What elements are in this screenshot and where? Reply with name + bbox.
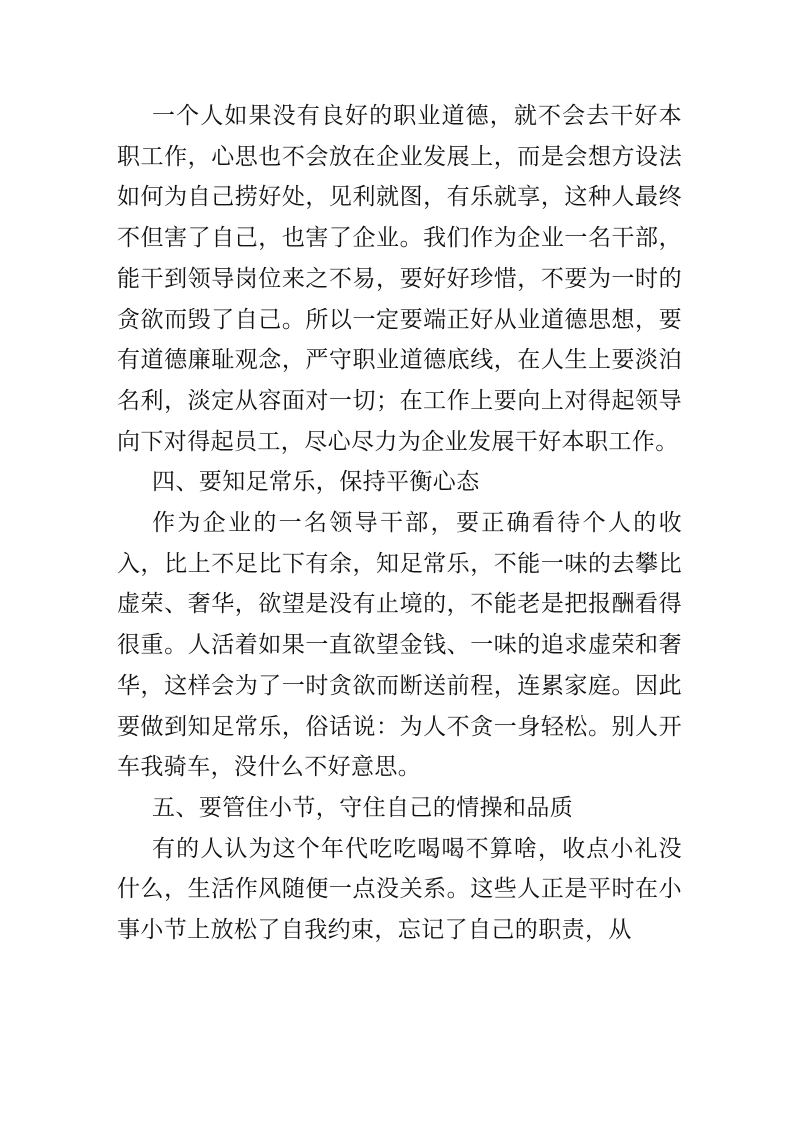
document-body bbox=[117, 96, 682, 951]
paragraph-small-details: 有的人认为这个年代吃吃喝喝不算啥，收点小礼没什么，生活作风随便一点没关系。这些人正是平时在小事小节上放松了自我约束，忘记了自己的职责，从 bbox=[117, 835, 682, 944]
paragraph-contentment: 作为企业的一名领导干部，要正确看待个人的收入，比上不足比下有余，知足常乐，不能一味的去攀比虚荣、奢华，欲望是没有止境的，不能老是把报酬看得很重。人活着如果一直欲望金钱、一味的追求虚荣和奢华，这样会为了一时贪欲而断送前程，连累家庭。因此要做到知足常乐，俗话说：为人不贪一身轻松。别人开车我骑车，没什么不好意思。 bbox=[117, 510, 682, 781]
paragraph-professional-ethics: 一个人如果没有良好的职业道德，就不会去干好本职工作，心思也不会放在企业发展上，而是会想方设法如何为自己捞好处，见利就图，有乐就享，这种人最终不但害了自己，也害了企业。我们作为企业一名干部，能干到领导岗位来之不易，要好好珍惜，不要为一时的贪欲而毁了自己。所以一定要端正好从业道德思想，要有道德廉耻观念，严守职业道德底线，在人生上要淡泊名利，淡定从容面对一切；在工作上要向上对得起领导向下对得起员工，尽心尽力为企业发展干好本职工作。 bbox=[117, 103, 682, 455]
section-heading-small-details: 五、要管住小节，守住自己的情操和品质 bbox=[152, 794, 574, 821]
section-heading-contentment: 四、要知足常乐，保持平衡心态 bbox=[152, 469, 480, 496]
